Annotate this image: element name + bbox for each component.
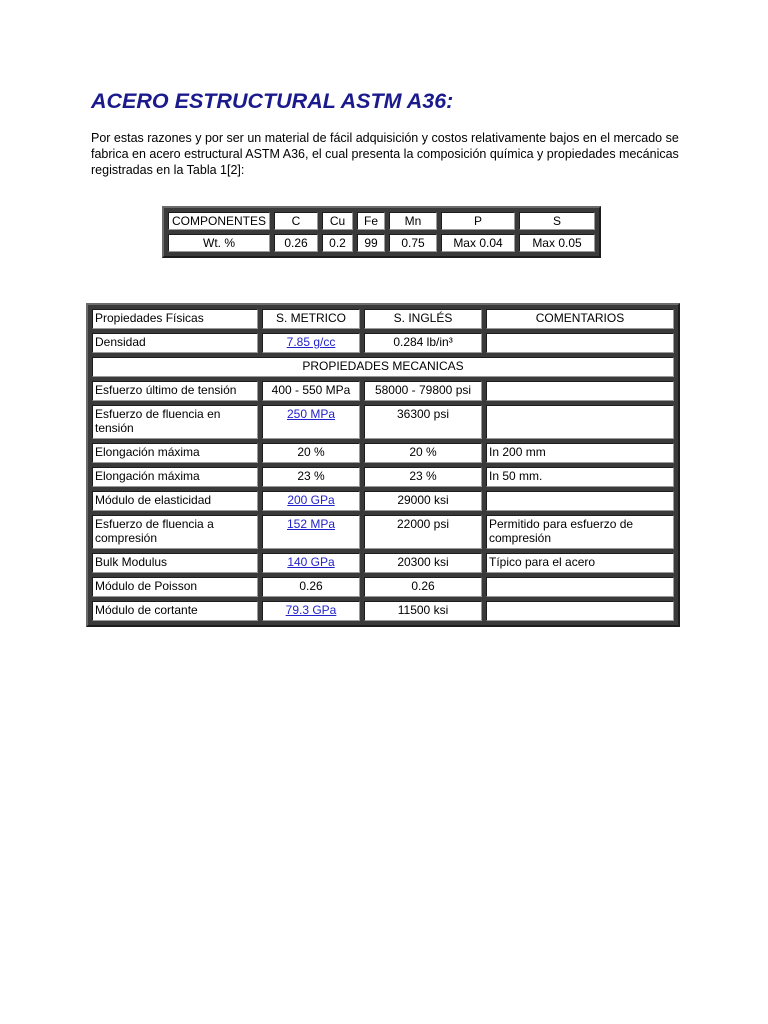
comment-cell: In 50 mm. <box>486 467 674 487</box>
metric-value <box>262 405 360 439</box>
section-heading: PROPIEDADES MECANICAS <box>92 357 674 377</box>
english-value: 36300 psi <box>364 405 482 439</box>
table-row <box>92 405 674 439</box>
comment-cell <box>486 491 674 511</box>
metric-value-link[interactable]: 200 GPa <box>287 493 335 507</box>
metric-value: 0.26 <box>262 577 360 597</box>
composition-table <box>162 206 601 258</box>
english-value: 22000 psi <box>364 515 482 549</box>
metric-value <box>262 333 360 353</box>
table-row <box>92 601 674 621</box>
metric-value <box>262 601 360 621</box>
property-name: Bulk Modulus <box>92 553 258 573</box>
comment-cell <box>486 381 674 401</box>
comment-cell: Típico para el acero <box>486 553 674 573</box>
property-name: Esfuerzo último de tensión <box>92 381 258 401</box>
table-row <box>92 491 674 511</box>
properties-table <box>86 303 680 627</box>
value-cell: 0.26 <box>274 234 318 252</box>
value-cell: 0.2 <box>322 234 353 252</box>
english-value: 20300 ksi <box>364 553 482 573</box>
table-row <box>92 553 674 573</box>
metric-value-link[interactable]: 152 MPa <box>286 517 336 531</box>
header-cell: S. INGLÉS <box>364 309 482 329</box>
property-name: Densidad <box>92 333 258 353</box>
english-value: 0.26 <box>364 577 482 597</box>
header-cell: C <box>274 212 318 230</box>
english-value: 29000 ksi <box>364 491 482 511</box>
table-row <box>92 467 674 487</box>
property-name: Módulo de cortante <box>92 601 258 621</box>
metric-value: 23 % <box>262 467 360 487</box>
header-cell: S <box>519 212 595 230</box>
comment-cell <box>486 333 674 353</box>
property-name: Esfuerzo de fluencia a compresión <box>92 515 258 549</box>
intro-paragraph: Por estas razones y por ser un material de fácil adquisición y costos relativamente bajos en el mercado se fabrica en acero estructural ASTM A36, el cual presenta la composición química y propiedades mecánicas registradas en la Tabla 1[2]: <box>91 131 679 177</box>
property-name: Elongación máxima <box>92 443 258 463</box>
metric-value: 400 - 550 MPa <box>262 381 360 401</box>
comment-cell <box>486 405 674 439</box>
comment-cell <box>486 577 674 597</box>
metric-value: 20 % <box>262 443 360 463</box>
comment-cell <box>486 601 674 621</box>
table-row <box>92 381 674 401</box>
table-row <box>92 333 674 353</box>
table-row <box>92 577 674 597</box>
metric-value-link[interactable]: 140 GPa <box>287 555 335 569</box>
header-cell: P <box>441 212 515 230</box>
property-name: Elongación máxima <box>92 467 258 487</box>
metric-value <box>262 553 360 573</box>
english-value: 58000 - 79800 psi <box>364 381 482 401</box>
metric-value <box>262 515 360 549</box>
comment-cell: In 200 mm <box>486 443 674 463</box>
value-cell: 0.75 <box>389 234 437 252</box>
table-row <box>92 443 674 463</box>
value-cell: 99 <box>357 234 385 252</box>
header-cell: Propiedades Físicas <box>92 309 258 329</box>
metric-value-link[interactable]: 7.85 g/cc <box>286 335 336 349</box>
english-value: 0.284 lb/in³ <box>364 333 482 353</box>
header-cell: COMENTARIOS <box>486 309 674 329</box>
english-value: 11500 ksi <box>364 601 482 621</box>
comment-cell: Permitido para esfuerzo de compresión <box>486 515 674 549</box>
composition-value-row <box>168 234 595 252</box>
section-row <box>92 357 674 377</box>
metric-value-link[interactable]: 250 MPa <box>286 407 336 421</box>
metric-value-link[interactable]: 79.3 GPa <box>285 603 337 617</box>
english-value: 20 % <box>364 443 482 463</box>
header-cell: Cu <box>322 212 353 230</box>
property-name: Módulo de Poisson <box>92 577 258 597</box>
table-row <box>92 515 674 549</box>
property-name: Esfuerzo de fluencia en tensión <box>92 405 258 439</box>
metric-value <box>262 491 360 511</box>
header-cell: Fe <box>357 212 385 230</box>
header-cell: Mn <box>389 212 437 230</box>
properties-header-row <box>92 309 674 329</box>
value-cell: Wt. % <box>168 234 270 252</box>
value-cell: Max 0.05 <box>519 234 595 252</box>
page-title: ACERO ESTRUCTURAL ASTM A36: <box>91 89 454 113</box>
property-name: Módulo de elasticidad <box>92 491 258 511</box>
header-cell: S. METRICO <box>262 309 360 329</box>
composition-header-row <box>168 212 595 230</box>
value-cell: Max 0.04 <box>441 234 515 252</box>
english-value: 23 % <box>364 467 482 487</box>
header-cell: COMPONENTES <box>168 212 270 230</box>
